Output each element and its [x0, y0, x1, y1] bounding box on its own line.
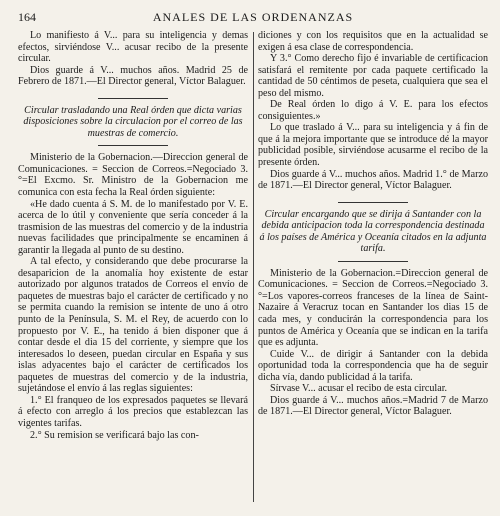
- paragraph: Lo manifiesto á V... para su inteligencia y demas efectos, sirviéndose V... acusar recibo de la presente circular.: [18, 30, 248, 65]
- page-header: [18, 8, 488, 28]
- title-divider: [98, 145, 168, 146]
- rule-item: Y 3.° Como derecho fijo é invariable de certificacion satisfará el remitente por cada paquete certificado la cantidad de 50 céntimos de peseta, cualquiera que sea el peso del mismo.: [258, 53, 488, 99]
- left-column: [18, 30, 248, 441]
- rule-item: 2.° Su remision se verificará bajo las con-: [30, 429, 199, 441]
- column-rule: [253, 32, 254, 502]
- section-divider: [98, 98, 168, 99]
- signature-paragraph: Dios guarde á V... muchos años. Madrid 1.° de Marzo de 1871.—El Director general, Víctor Balaguer.: [258, 168, 488, 192]
- paragraph: diciones y con los requisitos que en la actualidad se exigen á esa clase de correspondencia.: [258, 30, 488, 53]
- paragraph: Cuide V... de dirigir á Santander con la debida oportunidad toda la correspondencia que ha de seguir dicha vía, dando publicidad á la tarifa.: [258, 348, 488, 383]
- paragraph: Ministerio de la Gobernacion.=Direccion general de Comunicaciones. = Seccion de Correos.=Negociado 3.°=Los vapores-correos franceses de la línea de Saint-Nazaire á Veracruz tocan en Santander los dias 15 de cada mes, y conducirán la correspondencia para los puntos de América y Oceanía que se indican en la tarifa que es adjunta.: [258, 267, 488, 349]
- right-column: [258, 30, 488, 418]
- rule-item: 1.° El franqueo de los expresados paquetes se llevará á efecto con arreglo á los precios que establezcan las vigentes tarifas.: [18, 394, 248, 429]
- section-divider: [338, 202, 408, 203]
- section-title: Circular encargando que se dirija á Santander con la debida anticipacion toda la correspondencia destinada á los países de América y Oceanía citados en la adjunta tarifa.: [259, 208, 487, 255]
- paragraph: «He dado cuenta á S. M. de lo manifestado por V. E. acerca de lo útil y conveniente que sería conceder á la trasmision de las muestras del comercio y de la industria nuevas facilidades que principalmente se encaminen á garantir la llegada al punto de su destino.: [18, 198, 248, 256]
- running-head: ANALES DE LAS ORDENANZAS: [152, 10, 354, 24]
- title-divider: [338, 261, 408, 262]
- document-page: [18, 8, 488, 508]
- paragraph: Lo que traslado á V... para su inteligencia y á fin de que á la mejora importante que se introduce dé la mayor publicidad posible, sirviéndose acusarme el recibo de la presente órden.: [258, 122, 488, 169]
- paragraph: Sírvase V... acusar el recibo de esta circular.: [270, 383, 448, 395]
- section-title: Circular trasladando una Real órden que dicta varias disposiciones sobre la circulacion por el correo de las muestras de comercio.: [23, 104, 243, 139]
- page-number: 164: [18, 10, 36, 24]
- signature-paragraph: Dios guarde á V... muchos años.=Madrid 7 de Marzo de 1871.—El Director general, Víctor Balaguer.: [258, 394, 488, 418]
- signature-paragraph: Dios guarde á V... muchos años. Madrid 25 de Febrero de 1871.—El Director general, Víctor Balaguer.: [18, 64, 248, 88]
- paragraph: Ministerio de la Gobernacion.—Direccion general de Comunicaciones. = Seccion de Correos.=Negociado 3.°=El Excmo. Sr. Ministro de la Gobernacion me comunica con esta fecha la Real órden siguiente:: [18, 152, 248, 199]
- paragraph: De Real órden lo digo á V. E. para los efectos consiguientes.»: [258, 99, 488, 122]
- paragraph: A tal efecto, y considerando que debe procurarse la desaparicion de la anomalía hoy existente de estar autorizado por algunos tratados de Correos el envío de paquetes de muestras bajo el carácter de certificado y no se permita cuando la remision se intente de uno á otro punto de la Península, S. M. el Rey, de acuerdo con lo propuesto por V. E., ha tenido á bien disponer que á contar desde el dia 15 del corriente, y siempre que los interesados lo deseen, puedan circular en España y sus islas adyacentes bajo el carácter de certificados los paquetes de muestras del comercio y de la industria, sujetándose el envío á las reglas siguientes:: [18, 256, 248, 395]
